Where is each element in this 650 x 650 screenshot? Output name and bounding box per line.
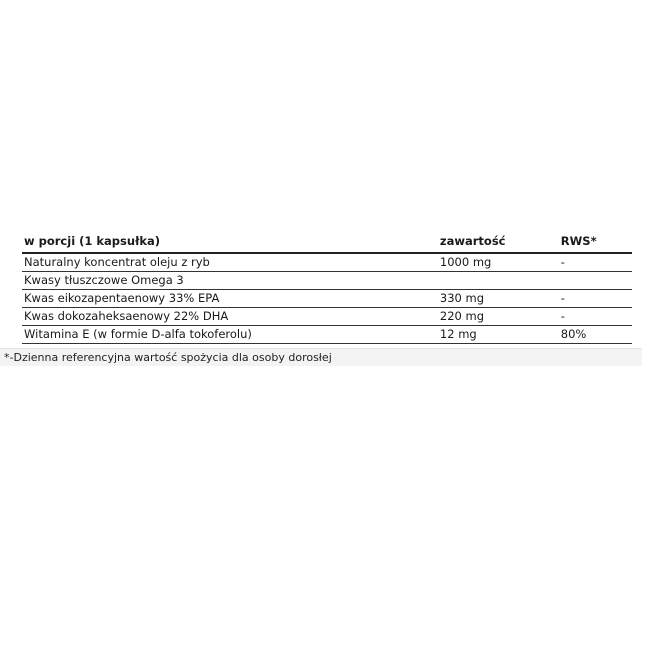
ingredient-amount: [438, 272, 559, 290]
header-content: zawartość: [438, 232, 559, 253]
footnote: *-Dzienna referencyjna wartość spożycia dla osoby dorosłej: [0, 348, 642, 366]
ingredient-rws: [559, 272, 632, 290]
ingredient-amount: 330 mg: [438, 290, 559, 308]
ingredient-name: Kwas eikozapentaenowy 33% EPA: [22, 290, 438, 308]
ingredient-name: Witamina E (w formie D-alfa tokoferolu): [22, 326, 438, 344]
table-row: [22, 272, 632, 290]
nutrition-table: [22, 232, 632, 344]
ingredient-rws: -: [559, 253, 632, 272]
ingredient-rws: 80%: [559, 326, 632, 344]
ingredient-rws: -: [559, 308, 632, 326]
table-row: [22, 308, 632, 326]
ingredient-rws: -: [559, 290, 632, 308]
ingredient-amount: 12 mg: [438, 326, 559, 344]
header-rws: RWS*: [559, 232, 632, 253]
header-portion: w porcji (1 kapsułka): [22, 232, 438, 253]
table-row: [22, 253, 632, 272]
ingredient-name: Naturalny koncentrat oleju z ryb: [22, 253, 438, 272]
ingredient-amount: 220 mg: [438, 308, 559, 326]
table-header-row: [22, 232, 632, 253]
table-row: [22, 290, 632, 308]
table-row: [22, 326, 632, 344]
ingredient-name: Kwasy tłuszczowe Omega 3: [22, 272, 438, 290]
ingredient-name: Kwas dokozaheksaenowy 22% DHA: [22, 308, 438, 326]
ingredient-amount: 1000 mg: [438, 253, 559, 272]
